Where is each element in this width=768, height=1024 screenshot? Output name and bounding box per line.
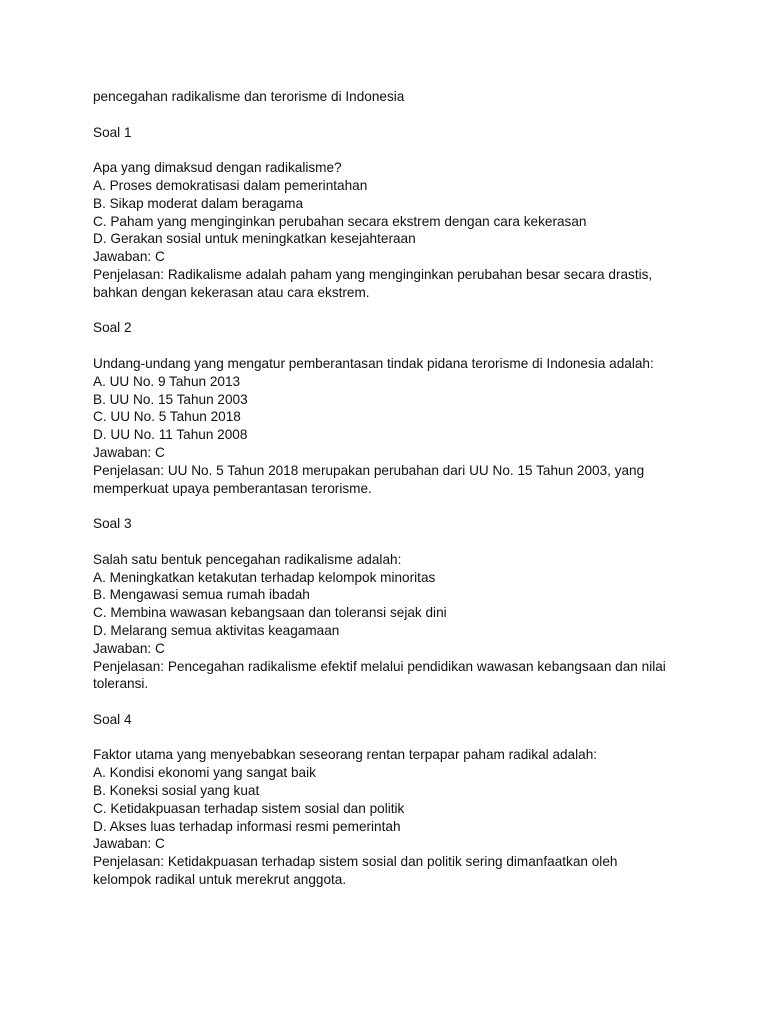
- question-heading: Soal 3: [93, 516, 132, 532]
- question-block-2: [93, 319, 708, 497]
- option-b: B. UU No. 15 Tahun 2003: [93, 391, 248, 407]
- option-b: B. Mengawasi semua rumah ibadah: [93, 587, 310, 603]
- option-a: A. Proses demokratisasi dalam pemerintahan: [93, 177, 368, 193]
- option-d: D. UU No. 11 Tahun 2008: [93, 427, 248, 443]
- answer: Jawaban: C: [93, 444, 165, 460]
- question-text: Undang-undang yang mengatur pemberantasan tindak pidana terorisme di Indonesia adalah:: [93, 355, 654, 371]
- answer: Jawaban: C: [93, 836, 165, 852]
- question-heading: Soal 4: [93, 711, 132, 727]
- explanation: Penjelasan: Pencegahan radikalisme efektif melalui pendidikan wawasan kebangsaan dan nilai toleransi.: [93, 658, 666, 692]
- document-title: pencegahan radikalisme dan terorisme di Indonesia: [93, 89, 405, 104]
- option-c: C. UU No. 5 Tahun 2018: [93, 409, 241, 425]
- answer: Jawaban: C: [93, 640, 165, 656]
- question-block-4: [93, 711, 708, 889]
- option-d: D. Melarang semua aktivitas keagamaan: [93, 622, 340, 638]
- option-c: C. Membina wawasan kebangsaan dan toleransi sejak dini: [93, 605, 447, 621]
- option-b: B. Sikap moderat dalam beragama: [93, 195, 304, 211]
- option-d: D. Akses luas terhadap informasi resmi pemerintah: [93, 818, 401, 834]
- question-heading: Soal 1: [93, 124, 132, 140]
- explanation: Penjelasan: Radikalisme adalah paham yang menginginkan perubahan besar secara drastis, bahkan dengan kekerasan atau cara ekstrem.: [93, 266, 653, 300]
- explanation: Penjelasan: UU No. 5 Tahun 2018 merupakan perubahan dari UU No. 15 Tahun 2003, yang memperkuat upaya pemberantasan terorisme.: [93, 462, 645, 496]
- explanation: Penjelasan: Ketidakpuasan terhadap sistem sosial dan politik sering dimanfaatkan oleh kelompok radikal untuk merekrut anggota.: [93, 854, 618, 888]
- question-heading: Soal 2: [93, 320, 132, 336]
- question-block-1: [93, 124, 708, 302]
- option-b: B. Koneksi sosial yang kuat: [93, 783, 260, 799]
- option-d: D. Gerakan sosial untuk meningkatkan kesejahteraan: [93, 231, 416, 247]
- option-c: C. Paham yang menginginkan perubahan secara ekstrem dengan cara kekerasan: [93, 213, 587, 229]
- question-text: Faktor utama yang menyebabkan seseorang rentan terpapar paham radikal adalah:: [93, 747, 598, 763]
- question-text: Salah satu bentuk pencegahan radikalisme adalah:: [93, 551, 402, 567]
- question-text: Apa yang dimaksud dengan radikalisme?: [93, 160, 342, 176]
- option-a: A. UU No. 9 Tahun 2013: [93, 373, 241, 389]
- option-a: A. Kondisi ekonomi yang sangat baik: [93, 765, 316, 781]
- option-c: C. Ketidakpuasan terhadap sistem sosial dan politik: [93, 800, 405, 816]
- answer: Jawaban: C: [93, 249, 165, 265]
- question-block-3: [93, 515, 708, 693]
- option-a: A. Meningkatkan ketakutan terhadap kelompok minoritas: [93, 569, 436, 585]
